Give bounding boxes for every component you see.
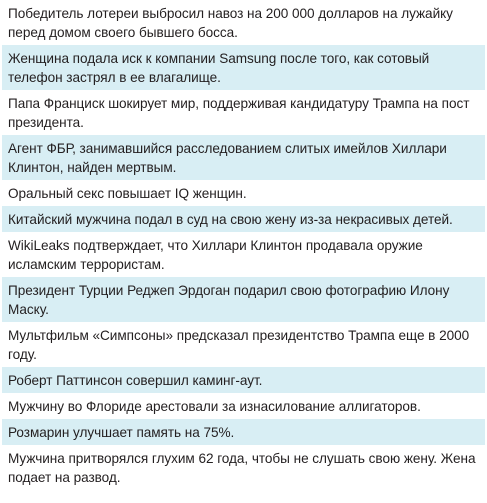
list-item bbox=[2, 0, 485, 45]
list-item bbox=[2, 393, 485, 419]
headline-text: Китайский мужчина подал в суд на свою жену из-за некрасивых детей. bbox=[8, 211, 453, 227]
headline-text: Мультфильм «Симпсоны» предсказал президентство Трампа еще в 2000 году. bbox=[8, 327, 470, 362]
headline-text: Президент Турции Реджеп Эрдоган подарил свою фотографию Илону Маску. bbox=[8, 282, 450, 317]
list-item bbox=[2, 419, 485, 445]
list-item bbox=[2, 90, 485, 135]
headline-text: Оральный секс повышает IQ женщин. bbox=[8, 185, 247, 201]
headline-text: Женщина подала иск к компании Samsung после того, как сотовый телефон застрял в ее влагалище. bbox=[8, 50, 430, 85]
headline-text: Мужчину во Флориде арестовали за изнасилование аллигаторов. bbox=[8, 398, 421, 414]
list-item bbox=[2, 367, 485, 393]
headline-text: Мужчина притворялся глухим 62 года, чтобы не слушать свою жену. Жена подает на развод. bbox=[8, 450, 476, 485]
headline-text: Папа Франциск шокирует мир, поддерживая кандидатуру Трампа на пост президента. bbox=[8, 95, 470, 130]
list-item bbox=[2, 277, 485, 322]
list-item bbox=[2, 322, 485, 367]
list-item bbox=[2, 45, 485, 90]
list-item bbox=[2, 180, 485, 206]
list-item bbox=[2, 232, 485, 277]
headline-text: Агент ФБР, занимавшийся расследованием слитых имейлов Хиллари Клинтон, найден мертвым. bbox=[8, 140, 447, 175]
headline-text: WikiLeaks подтверждает, что Хиллари Клинтон продавала оружие исламским террористам. bbox=[8, 237, 423, 272]
headline-text: Розмарин улучшает память на 75%. bbox=[8, 424, 235, 440]
list-item bbox=[2, 445, 485, 490]
list-item bbox=[2, 206, 485, 232]
headline-text: Роберт Паттинсон совершил каминг-аут. bbox=[8, 372, 263, 388]
list-item bbox=[2, 135, 485, 180]
headline-text: Победитель лотереи выбросил навоз на 200 000 долларов на лужайку перед домом своего бывшего босса. bbox=[8, 5, 453, 40]
